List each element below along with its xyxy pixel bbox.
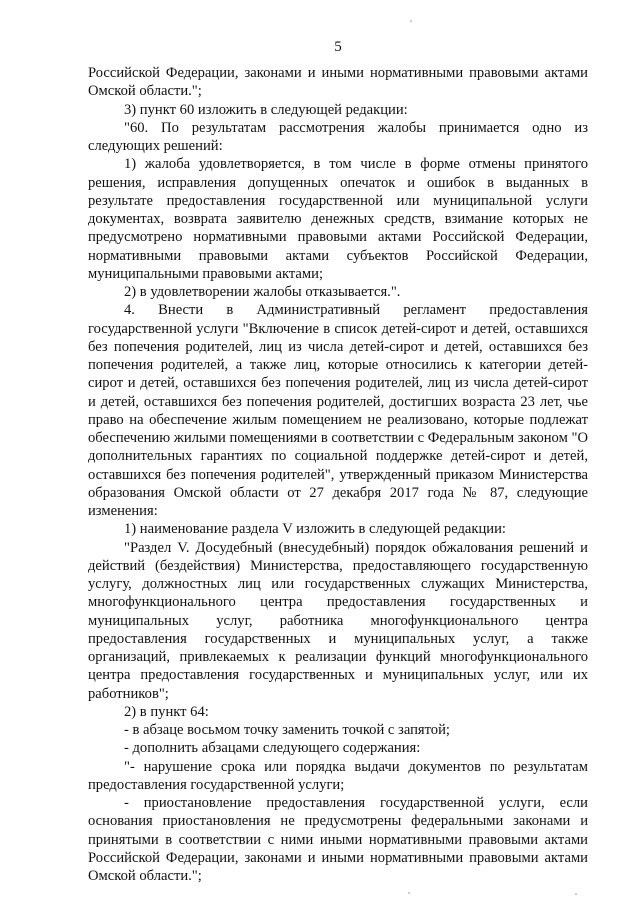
document-body <box>88 64 588 885</box>
paragraph-5: 2) в удовлетворении жалобы отказывается.". <box>124 284 401 300</box>
paragraph-3: "60. По результатам рассмотрения жалобы принимается одно из следующих решений: <box>88 119 588 154</box>
paragraph-4: 1) жалоба удовлетворяется, в том числе в форме отмены принятого решения, исправления допущенных опечаток и ошибок в выданных в результате предоставления государственной или муниципальной услуги документах, возврата заявителю денежных средств, взимание которых не предусмотрено нормативными правовыми актами Российской Федерации, нормативными правовыми актами субъектов Российской Федерации, муниципальными правовыми актами; <box>88 156 588 282</box>
paragraph-6: 4. Внести в Административный регламент предоставления государственной услуги "Включение в список детей-сирот и детей, оставшихся без попечения родителей, лиц из числа детей-сирот и детей, оставшихся без попечения родителей, а также лиц, которые относились к категории детей-сирот и детей, оставшихся без попечения родителей, лиц из числа детей-сирот и детей, оставшихся без попечения родителей, достигших возраста 23 лет, чье право на обеспечение жилым помещением не реализовано, которые подлежат обеспечению жилыми помещениями в соответствии с Федеральным законом "О дополнительных гарантиях по социальной поддержке детей-сирот и детей, оставшихся без попечения родителей", утвержденный приказом Министерства образования Омской области от 27 декабря 2017 года № 87, следующие изменения: <box>88 302 588 519</box>
paragraph-8: "Раздел V. Досудебный (внесудебный) порядок обжалования решений и действий (бездействия) Министерства, предоставляющего государственную услугу, должностных лиц или государственных служащих Министерства, многофункционального центра предоставления государственных и муниципальных услуг, работника многофункционального центра предоставления государственных и муниципальных услуг, а также организаций, привлекаемых к реализации функций многофункционального центра предоставления государственных и муниципальных услуг, или их работников"; <box>88 539 588 702</box>
paragraph-2: 3) пункт 60 изложить в следующей редакции: <box>124 101 408 118</box>
paragraph-13: - приостановление предоставления государственной услуги, если основания приостановления не предусмотрены федеральными законами и принятыми в соответствии с ними иными нормативными правовыми актами Российской Федерации, законами и иными нормативными правовыми актами Омской области."; <box>88 795 588 884</box>
scan-speck <box>408 892 410 894</box>
scan-speck <box>410 20 412 22</box>
paragraph-7: 1) наименование раздела V изложить в следующей редакции: <box>124 521 506 538</box>
paragraph-12: "- нарушение срока или порядка выдачи документов по результатам предоставления государственной услуги; <box>88 758 588 793</box>
paragraph-9: 2) в пункт 64: <box>124 703 209 720</box>
scan-speck <box>575 893 577 895</box>
document-page <box>88 38 588 885</box>
page-number: 5 <box>334 39 342 55</box>
paragraph-10: - в абзаце восьмом точку заменить точкой с запятой; <box>124 722 450 738</box>
paragraph-11: - дополнить абзацами следующего содержания: <box>124 740 421 757</box>
paragraph-1: Российской Федерации, законами и иными нормативными правовыми актами Омской области."; <box>88 65 588 100</box>
